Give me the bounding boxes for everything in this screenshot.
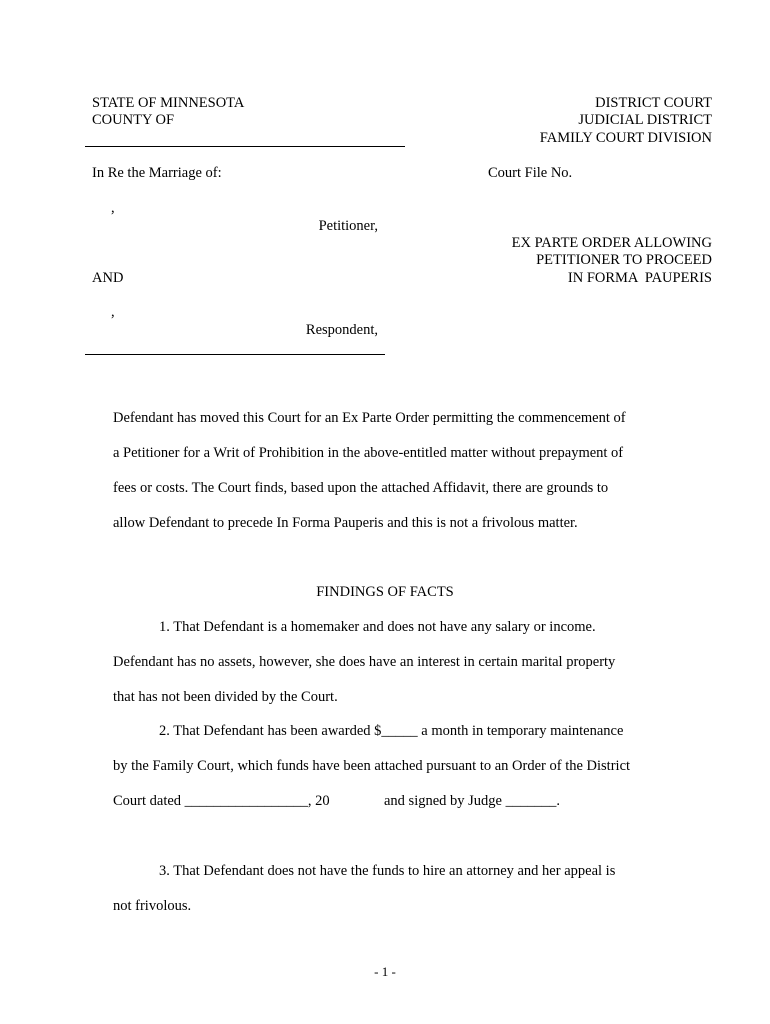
county-label: COUNTY OF [92, 112, 175, 128]
finding-2-line-1: 2. That Defendant has been awarded $_____ a month in temporary maintenance [159, 723, 624, 739]
in-re-label: In Re the Marriage of: [92, 165, 222, 181]
order-title-line-2: PETITIONER TO PROCEED [536, 252, 712, 268]
petitioner-comma: , [111, 200, 115, 216]
intro-line-3: fees or costs. The Court finds, based upon the attached Affidavit, there are grounds to [113, 480, 609, 496]
caption-divider [85, 354, 385, 355]
state-label: STATE OF MINNESOTA [92, 95, 245, 111]
header-divider [85, 146, 405, 147]
court-file-label: Court File No. [488, 165, 573, 181]
order-title-line-1: EX PARTE ORDER ALLOWING [511, 235, 712, 251]
finding-1-line-1: 1. That Defendant is a homemaker and does not have any salary or income. [159, 619, 596, 635]
finding-3-line-2: not frivolous. [113, 898, 192, 914]
intro-line-2: a Petitioner for a Writ of Prohibition in the above-entitled matter without prepayment of [113, 445, 624, 461]
petitioner-label: Petitioner, [318, 218, 378, 234]
intro-line-4: allow Defendant to precede In Forma Pauperis and this is not a frivolous matter. [113, 515, 578, 531]
finding-2-signed-by: and signed by Judge _______. [384, 793, 560, 809]
finding-2-court-dated: Court dated _________________, 20 [113, 793, 330, 809]
finding-2-line-2: by the Family Court, which funds have been attached pursuant to an Order of the District [113, 758, 631, 774]
order-title-line-3: IN FORMA PAUPERIS [567, 270, 712, 286]
family-court-division-label: FAMILY COURT DIVISION [539, 130, 712, 146]
district-court-label: DISTRICT COURT [595, 95, 712, 111]
respondent-comma: , [111, 304, 115, 320]
respondent-label: Respondent, [305, 322, 378, 338]
page-number: - 1 - [374, 964, 396, 979]
intro-line-1: Defendant has moved this Court for an Ex Parte Order permitting the commencement of [113, 410, 626, 426]
finding-1-line-3: that has not been divided by the Court. [113, 689, 338, 705]
and-label: AND [92, 270, 124, 286]
finding-1-line-2: Defendant has no assets, however, she does have an interest in certain marital property [113, 654, 616, 670]
findings-heading: FINDINGS OF FACTS [316, 584, 454, 600]
finding-3-line-1: 3. That Defendant does not have the funds to hire an attorney and her appeal is [159, 863, 616, 879]
judicial-district-label: JUDICIAL DISTRICT [578, 112, 712, 128]
